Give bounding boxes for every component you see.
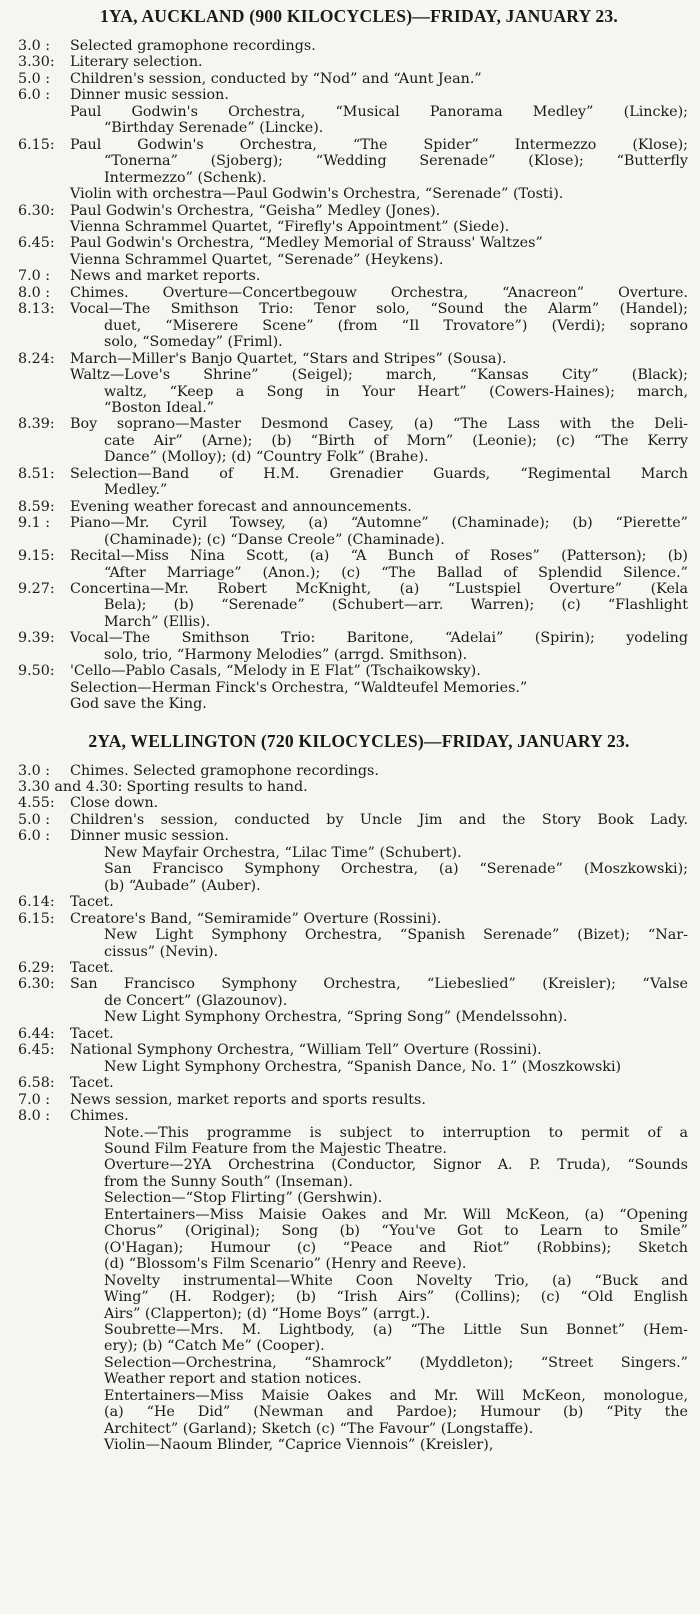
entry-time: [18, 680, 70, 713]
entry-content: [70, 367, 688, 416]
programme-entry: [18, 1437, 688, 1453]
entry-line: Note.—This programme is subject to interruption to permit of a: [104, 1124, 688, 1141]
entry-content: [70, 1273, 688, 1322]
entry-content: [70, 927, 688, 960]
entry-line: solo, “Someday” (Friml).: [104, 334, 283, 351]
entry-time: 6.30:: [18, 976, 55, 993]
entry-line: “After Marriage” (Anon.); (c) “The Ballad of Splendid Silence.”: [104, 564, 688, 581]
entry-line: Paul Godwin's Orchestra, “Geisha” Medley (Jones).: [70, 202, 441, 219]
programme-entry: [18, 367, 688, 416]
programme-entry: [18, 268, 688, 284]
entry-content: [70, 1157, 688, 1190]
entry-time: [18, 1125, 70, 1158]
programme-entry: [18, 763, 688, 779]
programme-entry: [18, 252, 688, 268]
entry-line: waltz, “Keep a Song in Your Heart” (Cowers-Haines); march,: [104, 383, 688, 400]
entry-line: Selected gramophone recordings.: [70, 38, 316, 54]
entry-line: ery); (b) “Catch Me” (Cooper).: [104, 1338, 325, 1355]
entry-line: Selection—Herman Finck's Orchestra, “Waldteufel Memories.”: [70, 679, 528, 696]
entry-time: [18, 1009, 70, 1025]
programme-entry: [18, 663, 688, 679]
entry-time: 7.0 :: [18, 1091, 51, 1108]
programme-entry: [18, 927, 688, 960]
programme-entry: [18, 976, 688, 1009]
entry-time: 6.44:: [18, 1025, 55, 1042]
entry-line: Paul Godwin's Orchestra, “The Spider” Intermezzo (Klose);: [70, 136, 688, 153]
programme-entry: [18, 1207, 688, 1273]
entry-line: Tacet.: [70, 894, 114, 911]
entry-content: [70, 1026, 688, 1042]
entry-line: March” (Ellis).: [104, 613, 211, 630]
programme-entry: [18, 137, 688, 186]
entry-line: Chimes. Overture—Concertbegouw Orchestra, “Anacreon” Overture.: [70, 284, 688, 301]
entry-line: (d) “Blossom's Film Scenario” (Henry and Reeve).: [104, 1256, 467, 1273]
entry-line: New Mayfair Orchestra, “Lilac Time” (Schubert).: [104, 844, 462, 861]
entry-content: [70, 351, 688, 367]
programme-entry: [18, 548, 688, 581]
programme-entry: [18, 203, 688, 219]
entry-line: Close down.: [70, 795, 159, 812]
entry-line: Vocal—The Smithson Trio: Baritone, “Adelai” (Spirin); yodeling: [70, 630, 688, 647]
entry-time: 6.45:: [18, 235, 55, 252]
entry-time: 6.29:: [18, 960, 55, 977]
entry-content: [70, 235, 688, 251]
entry-line: New Light Symphony Orchestra, “Spring Song” (Mendelssohn).: [104, 1009, 568, 1026]
entry-line: San Francisco Symphony Orchestra, “Liebeslied” (Kreisler); “Valse: [70, 976, 688, 993]
entry-time: 8.59:: [18, 498, 55, 515]
entry-line: Sporting results to hand.: [126, 779, 308, 796]
programme-entry: [18, 1273, 688, 1322]
entry-time: 6.0 :: [18, 828, 51, 845]
entry-line: solo, trio, “Harmony Melodies” (arrgd. Smithson).: [104, 646, 468, 663]
entry-time: [18, 861, 70, 894]
entry-time: 6.30:: [18, 202, 55, 219]
entry-time: 6.0 :: [18, 87, 51, 104]
entry-line: Chimes. Selected gramophone recordings.: [70, 762, 379, 779]
entry-content: [70, 663, 688, 679]
entry-time: 3.0 :: [18, 762, 51, 779]
entry-line: Tacet.: [70, 1025, 114, 1042]
entry-content: [70, 301, 688, 350]
entry-content: [70, 630, 688, 663]
programme-entry: [18, 515, 688, 548]
entry-time: [18, 367, 70, 416]
entry-content: [70, 137, 688, 186]
entry-line: Paul Godwin's Orchestra, “Medley Memorial of Strauss' Waltzes”: [70, 235, 543, 252]
entry-line: Overture—2YA Orchestrina (Conductor, Signor A. P. Truda), “Sounds: [104, 1157, 688, 1174]
entry-content: [70, 1108, 688, 1124]
programme-entry: [18, 285, 688, 301]
programme-entry: [18, 38, 688, 54]
entry-content: [126, 779, 688, 795]
entry-line: Concertina—Mr. Robert McKnight, (a) “Lustspiel Overture” (Kela: [70, 580, 688, 597]
entry-line: Sound Film Feature from the Majestic Theatre.: [104, 1141, 447, 1157]
entry-content: [70, 54, 688, 70]
programme-entry: [18, 235, 688, 251]
entry-time: 3.30 and 4.30:: [18, 779, 123, 796]
entry-time: 7.0 :: [18, 268, 51, 285]
entry-time: [18, 104, 70, 137]
entry-line: Tacet.: [70, 1075, 114, 1092]
entry-line: (O'Hagan); Humour (c) “Peace and Riot” (Robbins); Sketch: [104, 1239, 688, 1256]
entry-line: cissus” (Nevin).: [104, 943, 219, 960]
entry-content: [70, 861, 688, 894]
entry-line: Chimes.: [70, 1108, 129, 1125]
entry-line: March—Miller's Banjo Quartet, “Stars and Stripes” (Sousa).: [70, 350, 507, 367]
entry-time: [18, 927, 70, 960]
entry-line: God save the King.: [70, 696, 207, 713]
programme-entry: [18, 416, 688, 465]
entry-line: Entertainers—Miss Maisie Oakes and Mr. Will McKeon, (a) “Opening: [104, 1206, 688, 1223]
entry-content: [70, 252, 688, 268]
programme-entry: [18, 1157, 688, 1190]
entry-content: [70, 1075, 688, 1091]
entry-line: Violin—Naoum Blinder, “Caprice Viennois” (Kreisler),: [104, 1437, 494, 1454]
entry-time: 5.0 :: [18, 70, 51, 87]
entry-time: [18, 1437, 70, 1453]
entry-content: [70, 203, 688, 219]
entry-content: [70, 1009, 688, 1025]
entry-line: Architect” (Garland); Sketch (c) “The Favour” (Longstaffe).: [104, 1420, 534, 1437]
entry-line: Weather report and station notices.: [104, 1371, 362, 1388]
programme-entry: [18, 1075, 688, 1091]
entry-line: Dinner music session.: [70, 87, 229, 104]
entry-line: News session, market reports and sports results.: [70, 1091, 426, 1108]
entry-time: 3.0 :: [18, 38, 51, 54]
entry-content: [70, 1355, 688, 1388]
programme-entry: [18, 795, 688, 811]
entry-time: 9.1 :: [18, 515, 51, 532]
entry-line: Evening weather forecast and announcements.: [70, 498, 412, 515]
entry-line: (b) “Aubade” (Auber).: [104, 877, 261, 894]
entry-content: [70, 71, 688, 87]
entry-line: 'Cello—Pablo Casals, “Melody in E Flat” (Tschaikowsky).: [70, 663, 481, 680]
programme-entry: [18, 861, 688, 894]
entry-line: San Francisco Symphony Orchestra, (a) “Serenade” (Moszkowski);: [104, 861, 688, 878]
entry-time: 6.15:: [18, 136, 55, 153]
entry-line: (Chaminade); (c) “Danse Creole” (Chaminade).: [104, 531, 445, 548]
entry-content: [70, 763, 688, 779]
entry-line: Children's session, conducted by “Nod” and “Aunt Jean.”: [70, 70, 482, 87]
entry-content: [70, 845, 688, 861]
entry-content: [70, 894, 688, 910]
entry-time: 3.30:: [18, 54, 55, 71]
programme-entry: [18, 87, 688, 103]
entry-time: [18, 1273, 70, 1322]
programme-entry: [18, 219, 688, 235]
programme-entry: [18, 1322, 688, 1355]
entry-content: [70, 1388, 688, 1437]
entry-line: Chorus” (Original); Song (b) “You've Got to Learn to Smile”: [104, 1223, 688, 1240]
entry-line: News and market reports.: [70, 268, 261, 285]
entry-time: 8.51:: [18, 465, 55, 482]
programme-entry: [18, 1125, 688, 1158]
entry-line: Waltz—Love's Shrine” (Seigel); march, “Kansas City” (Black);: [70, 367, 688, 384]
entry-time: 8.13:: [18, 301, 55, 318]
entry-line: Wing” (H. Rodger); (b) “Irish Airs” (Collins); (c) “Old English: [104, 1289, 688, 1306]
entry-time: [18, 219, 70, 235]
entry-line: (a) “He Did” (Newman and Pardoe); Humour (b) “Pity the: [104, 1404, 688, 1421]
entry-line: de Concert” (Glazounov).: [104, 992, 288, 1009]
entry-line: cate Air” (Arne); (b) “Birth of Morn” (Leonie); (c) “The Kerry: [104, 432, 688, 449]
entry-line: Violin with orchestra—Paul Godwin's Orchestra, “Serenade” (Tosti).: [70, 186, 564, 203]
entry-time: [18, 1207, 70, 1273]
programme-entry: [18, 1059, 688, 1075]
entry-line: Dinner music session.: [70, 828, 229, 845]
entry-content: [70, 828, 688, 844]
programme-entry: [18, 1042, 688, 1058]
entry-line: Entertainers—Miss Maisie Oakes and Mr. Will McKeon, monologue,: [104, 1387, 688, 1404]
programme-entry: [18, 71, 688, 87]
entry-time: 9.27:: [18, 580, 55, 597]
entry-line: Vienna Schrammel Quartet, “Firefly's Appointment” (Siede).: [70, 218, 510, 235]
entry-content: [70, 268, 688, 284]
entry-line: Creatore's Band, “Semiramide” Overture (Rossini).: [70, 910, 442, 927]
entry-content: [70, 1092, 688, 1108]
entry-time: 9.39:: [18, 630, 55, 647]
entry-content: [70, 1207, 688, 1273]
programme-entry: [18, 54, 688, 70]
programme-entry: [18, 845, 688, 861]
entry-time: [18, 1190, 70, 1206]
entry-time: [18, 845, 70, 861]
entry-line: “Birthday Serenade” (Lincke).: [104, 120, 324, 137]
entry-line: Literary selection.: [70, 54, 203, 71]
entry-content: [70, 680, 688, 713]
programme-entry: [18, 779, 688, 795]
programme-entry: [18, 812, 688, 828]
programme-entry: [18, 351, 688, 367]
entry-line: Selection—Band of H.M. Grenadier Guards, “Regimental March: [70, 465, 688, 482]
programme-entry: [18, 1190, 688, 1206]
programme-entry: [18, 186, 688, 202]
programme-entry: [18, 581, 688, 630]
entry-time: 6.14:: [18, 894, 55, 911]
entry-content: [70, 960, 688, 976]
entry-content: [70, 38, 688, 54]
entry-line: Paul Godwin's Orchestra, “Musical Panorama Medley” (Lincke);: [70, 103, 688, 120]
entry-content: [70, 581, 688, 630]
entry-time: 9.50:: [18, 663, 55, 680]
entry-line: duet, “Miserere Scene” (from “Il Trovatore”) (Verdi); soprano: [104, 317, 688, 334]
entry-line: Selection—“Stop Flirting” (Gershwin).: [104, 1190, 383, 1207]
entry-content: [70, 548, 688, 581]
entry-line: Airs” (Clapperton); (d) “Home Boys” (arrgt.).: [104, 1305, 431, 1322]
entry-line: “Boston Ideal.”: [104, 399, 215, 416]
entry-content: [70, 466, 688, 499]
entry-time: 5.0 :: [18, 811, 51, 828]
entry-line: New Light Symphony Orchestra, “Spanish Serenade” (Bizet); “Nar-: [104, 927, 688, 944]
entry-line: Novelty instrumental—White Coon Novelty Trio, (a) “Buck and: [104, 1272, 688, 1289]
entry-line: Tacet.: [70, 960, 114, 977]
entry-line: Boy soprano—Master Desmond Casey, (a) “The Lass with the Deli-: [70, 416, 688, 433]
programme-entry: [18, 1388, 688, 1437]
entry-time: 6.58:: [18, 1075, 55, 1092]
programme-entry: [18, 911, 688, 927]
programme-entry: [18, 630, 688, 663]
entry-content: [70, 1125, 688, 1158]
entry-line: Selection—Orchestrina, “Shamrock” (Myddleton); “Street Singers.”: [104, 1354, 688, 1371]
entry-line: Medley.”: [104, 482, 168, 499]
entry-time: 8.0 :: [18, 284, 51, 301]
programme-entry: [18, 894, 688, 910]
entry-line: “Tonerna” (Sjoberg); “Wedding Serenade” (Klose); “Butterfly: [104, 153, 688, 170]
entry-time: 9.15:: [18, 548, 55, 565]
entry-content: [70, 285, 688, 301]
entry-content: [70, 1059, 688, 1075]
entry-line: Bela); (b) “Serenade” (Schubert—arr. Warren); (c) “Flashlight: [104, 597, 688, 614]
entry-time: [18, 1322, 70, 1355]
entry-content: [70, 1437, 688, 1453]
entry-line: Intermezzo” (Schenk).: [104, 169, 267, 186]
entry-content: [70, 499, 688, 515]
entry-line: National Symphony Orchestra, “William Tell” Overture (Rossini).: [70, 1042, 542, 1059]
entry-time: [18, 1388, 70, 1437]
programme-entry: [18, 104, 688, 137]
entry-line: Vocal—The Smithson Trio: Tenor solo, “Sound the Alarm” (Handel);: [70, 301, 688, 318]
entry-content: [70, 795, 688, 811]
entry-line: Dance” (Molloy); (d) “Country Folk” (Brahe).: [104, 449, 429, 466]
entry-content: [70, 812, 688, 828]
entry-time: 8.39:: [18, 416, 55, 433]
programme-entry: [18, 680, 688, 713]
programme-entry: [18, 466, 688, 499]
entry-line: Children's session, conducted by Uncle Jim and the Story Book Lady.: [70, 811, 688, 828]
station-header: 2YA, WELLINGTON (720 KILOCYCLES)—FRIDAY, JANUARY 23.: [88, 730, 630, 751]
programme-entry: [18, 1355, 688, 1388]
programme-entry: [18, 828, 688, 844]
entry-line: Soubrette—Mrs. M. Lightbody, (a) “The Little Sun Bonnet” (Hem-: [104, 1321, 688, 1338]
entry-content: [70, 1322, 688, 1355]
entry-time: 8.24:: [18, 350, 55, 367]
entry-line: Recital—Miss Nina Scott, (a) “A Bunch of Roses” (Patterson); (b): [70, 548, 688, 565]
station-header: 1YA, AUCKLAND (900 KILOCYCLES)—FRIDAY, JANUARY 23.: [99, 6, 619, 26]
programme-entry: [18, 301, 688, 350]
programme-entry: [18, 1092, 688, 1108]
entry-content: [70, 976, 688, 1009]
entry-time: 8.0 :: [18, 1108, 51, 1125]
programme-entry: [18, 499, 688, 515]
entry-content: [70, 1042, 688, 1058]
programme-entry: [18, 1009, 688, 1025]
entry-content: [70, 219, 688, 235]
entry-line: Piano—Mr. Cyril Towsey, (a) “Automne” (Chaminade); (b) “Pierette”: [70, 515, 688, 532]
programme-entry: [18, 1108, 688, 1124]
entry-time: 4.55:: [18, 795, 55, 812]
entry-line: Vienna Schrammel Quartet, “Serenade” (Heykens).: [70, 251, 444, 268]
entry-time: [18, 1355, 70, 1388]
entry-time: [18, 186, 70, 202]
entry-content: [70, 186, 688, 202]
entry-content: [70, 87, 688, 103]
entry-content: [70, 1190, 688, 1206]
entry-line: from the Sunny South” (Inseman).: [104, 1173, 353, 1190]
entry-content: [70, 104, 688, 137]
programme-entry: [18, 1026, 688, 1042]
entry-time: [18, 1059, 70, 1075]
entry-time: 6.15:: [18, 910, 55, 927]
entry-content: [70, 911, 688, 927]
entry-time: [18, 252, 70, 268]
entry-line: New Light Symphony Orchestra, “Spanish Dance, No. 1” (Moszkowski): [104, 1058, 622, 1075]
entry-time: [18, 1157, 70, 1190]
entry-content: [70, 515, 688, 548]
entry-content: [70, 416, 688, 465]
programme-entry: [18, 960, 688, 976]
entry-time: 6.45:: [18, 1042, 55, 1059]
